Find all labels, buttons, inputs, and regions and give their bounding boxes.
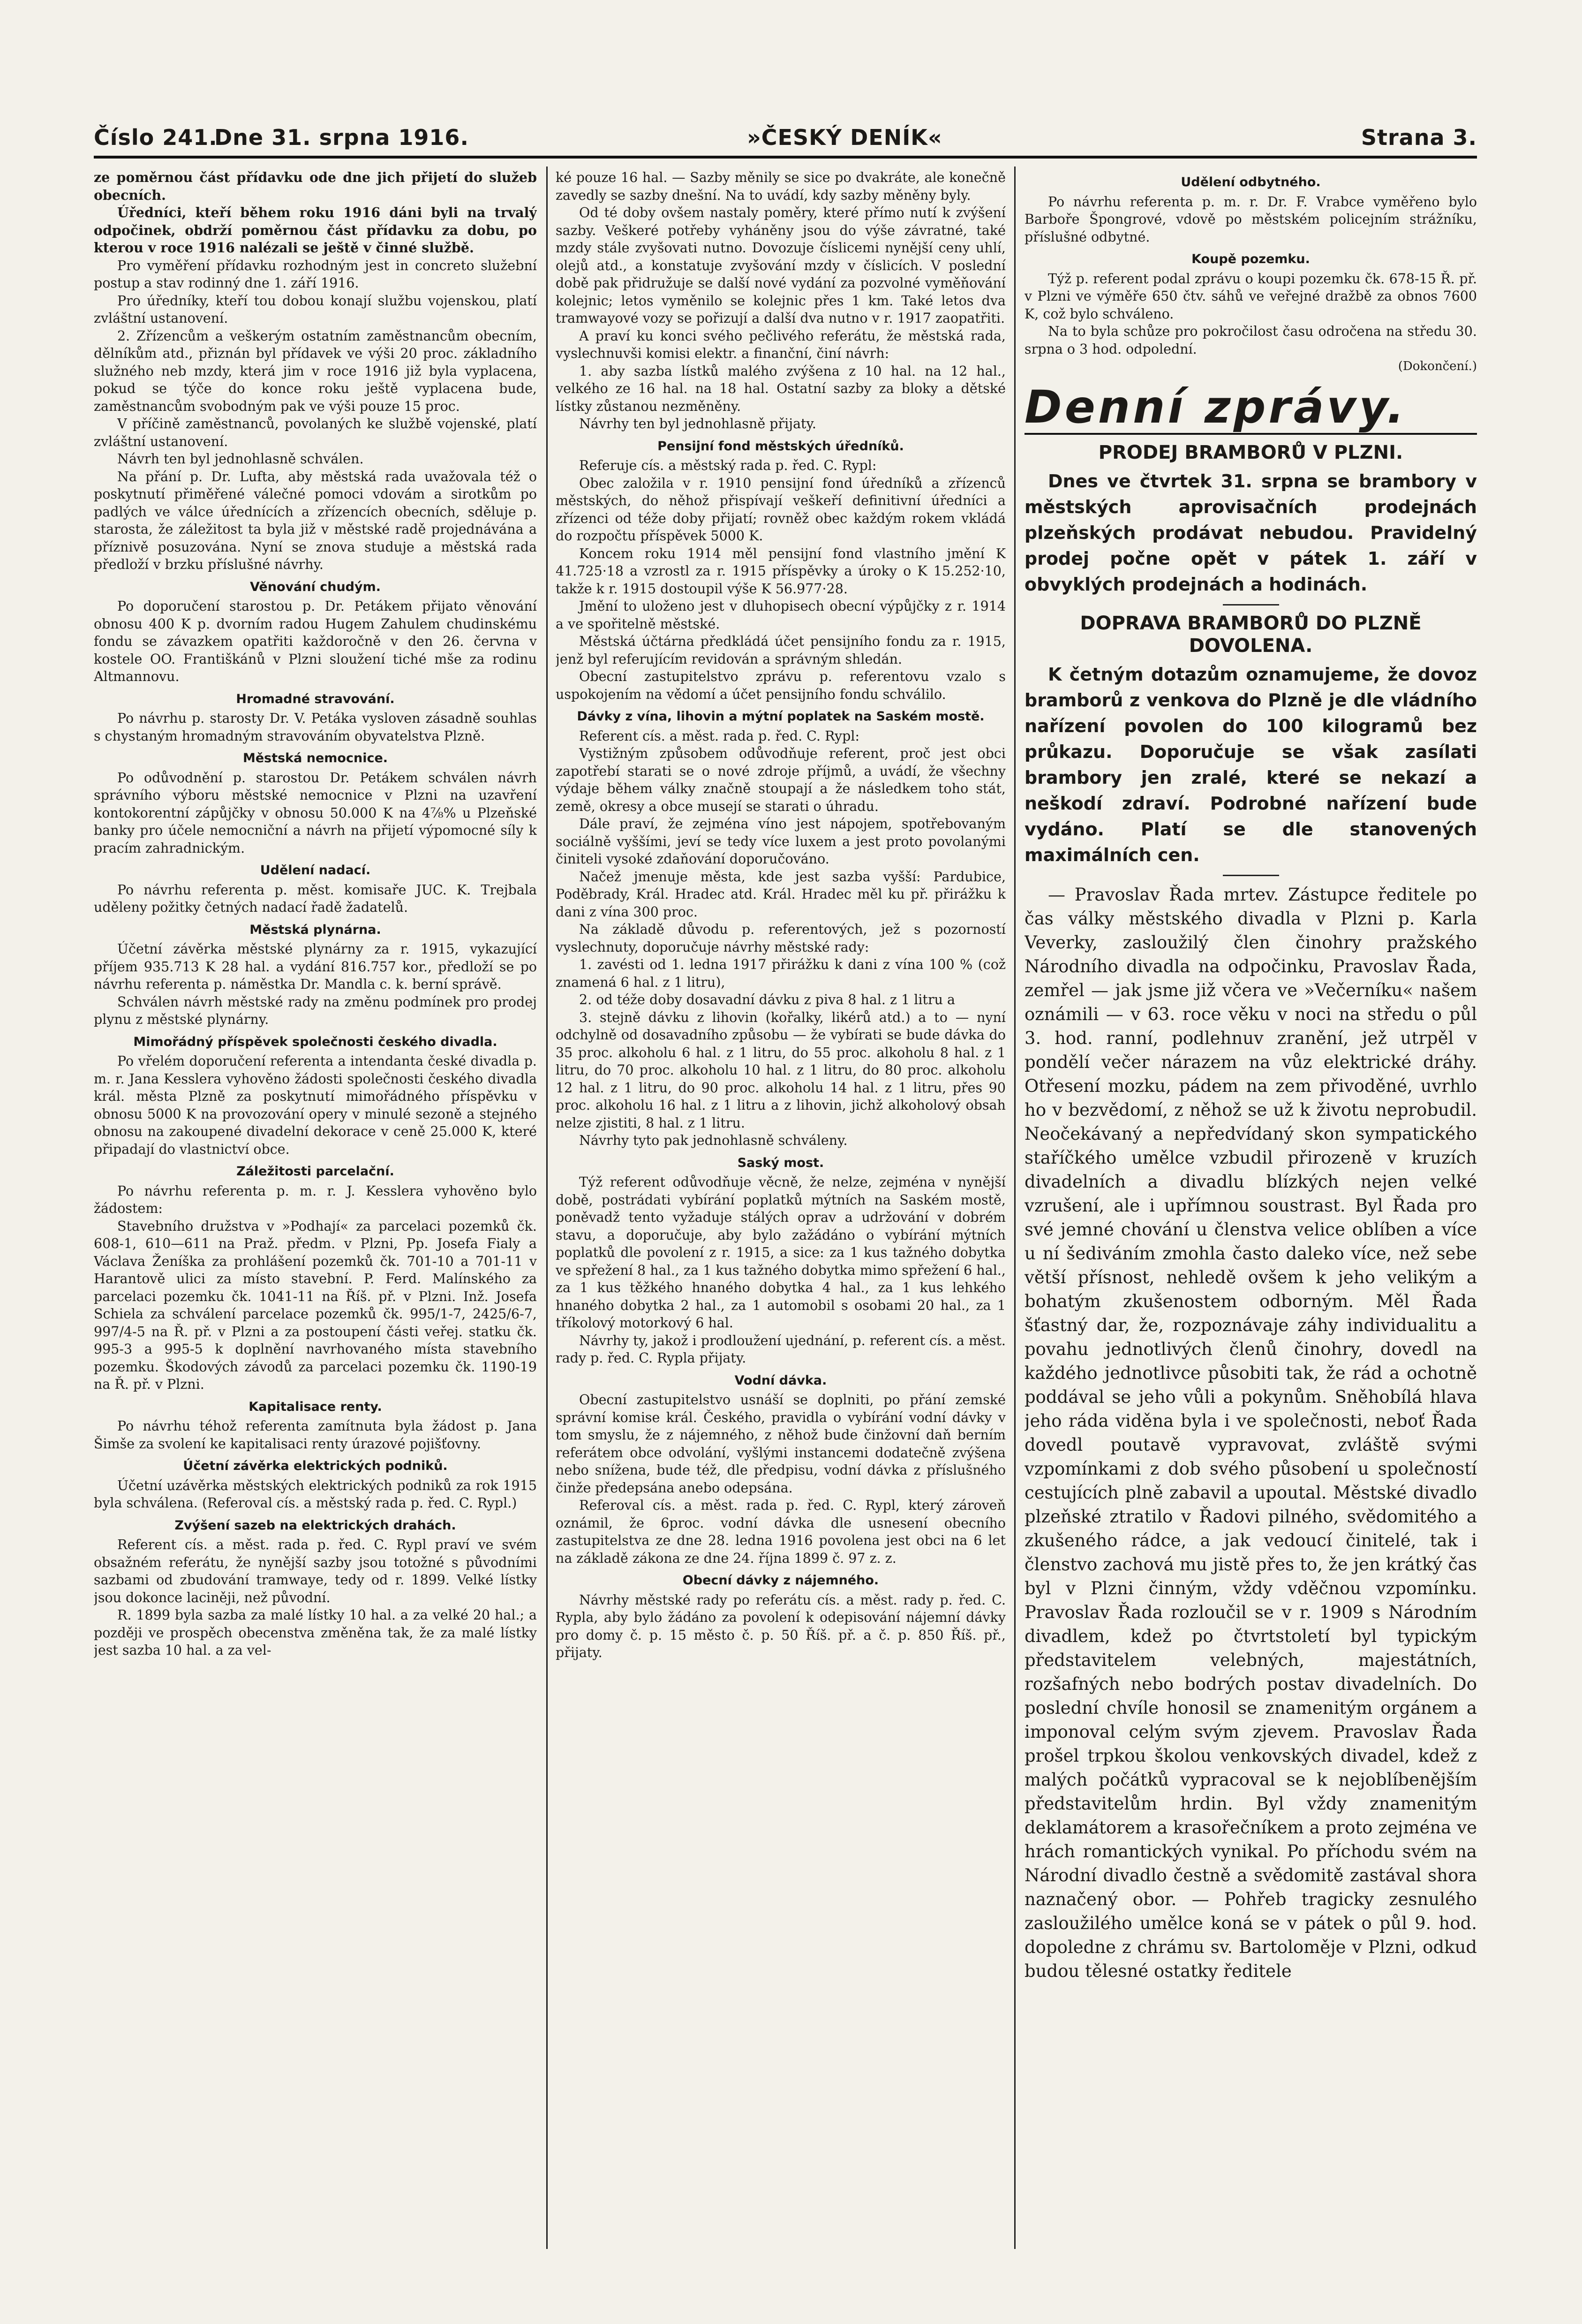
paragraph: Načež jmenuje města, kde jest sazba vyšší: Pardubice, Poděbrady, Král. Hradec atd. Král. Hradec měl ku př. přirážku k dani z vína 300 proc. [556,869,1006,920]
paragraph: A praví ku konci svého pečlivého referátu, že městská rada, vyslechnuvši komisi elektr. a finanční, činí návrh: [556,328,1006,361]
column-2 [556,169,1006,2247]
section-heading: Zvýšení sazeb na elektrických drahách. [174,1518,456,1533]
section-heading: Udělení odbytného. [1181,175,1321,189]
newspaper-page [94,113,1477,2251]
section-heading: Městská nemocnice. [242,751,388,765]
paragraph: Návrhy ty, jakož i prodloužení ujednání, p. referent cís. a měst. rady p. řed. C. Rypla přijaty. [556,1332,1006,1366]
news-headline: DOPRAVA BRAMBORŮ DO PLZNĚ DOVOLENA. [1080,612,1422,657]
paragraph: R. 1899 byla sazba za malé lístky 10 hal. a za velké 20 hal.; a později ve prospěch obecenstva změněna tak, že za malé lístky jest sazba 10 hal. a za vel- [94,1607,537,1658]
paragraph: Stavebního družstva v »Podhají« za parcelaci pozemků čk. 608-1, 610—611 na Praž. předm. v Plzni, Pp. Josefa Fialy a Václava Ženíška za prohlášení pozemků čk. 701-10 a 701-11 v Harantově ulici za místo stavební. P. Ferd. Malínského za parcelaci pozemku čk. 1041-11 na Říš. př. v Plzni. Inž. Josefa Schiela za schválení parcelace pozemků čk. 995/1-7, 2425/6-7, 997/4-5 na Ř. př. v Plzni a za postoupení části veřej. statku čk. 995-3 a 995-5 k doplnění navrhovaného místa stavebního pozemku. Škodových závodů za parcelaci pozemku čk. 1190-19 na Ř. př. v Plzni. [94,1218,537,1392]
issue-number: Číslo 241. [94,125,218,150]
section-heading: Mimořádný příspěvek společnosti českého divadla. [133,1034,497,1049]
paragraph: Po doporučení starostou p. Dr. Petákem přijato věnování obnosu 400 K p. dvorním radou Hugem Zahulem chudinskému fondu se závazkem opatřiti každoročně v den 26. června v kostele OO. Františkánů v Plzni sloužení tiché mše za rodinu Altmannovu. [94,598,537,684]
continued-note: (Dokončení.) [1398,359,1477,373]
paragraph: Úředníci, kteří během roku 1916 dáni byli na trvalý odpočinek, obdrží poměrnou část přídavku za dobu, po kterou v roce 1916 nalézali se ještě v činné službě. [94,204,537,256]
paragraph: Jmění to uloženo jest v dluhopisech obecní výpůjčky z r. 1914 a ve spořitelně městské. [556,598,1006,632]
paragraph: Referuje cís. a městský rada p. řed. C. Rypl: [579,458,877,473]
section-heading: Věnování chudým. [250,579,381,594]
paragraph: Dále praví, že zejména víno jest nápojem, spotřebovaným sociálně vyššími, jeví se tedy více luxem a jest proto povolanými činiteli vysoké zdaňování doporučováno. [556,816,1006,867]
paragraph: Schválen návrh městské rady na změnu podmínek pro prodej plynu z městské plynárny. [94,994,537,1027]
paragraph: Pro úředníky, kteří tou dobou konají službu vojenskou, platí zvláštní ustanovení. [94,293,537,326]
paragraph: Na přání p. Dr. Lufta, aby městská rada uvažovala též o poskytnutí přiměřené válečné pomoci vdovám a sirotkům po padlých ve válce úřednících a zřízencích obecních, sděluje p. starosta, že záležitost ta byla již v městské radě projednávána a příznivě posuzována. Nyní se znova studuje a městská rada předloží v brzku příslušné návrhy. [94,469,537,572]
section-heading: Hromadné stravování. [236,691,395,706]
paragraph: Obecní zastupitelstvo usnáší se doplniti, po přání zemské správní komise král. Českého, pravidla o vybírání vodní dávky v tom smyslu, že z nájemného, z něhož bude činžovní daň berním referátem obce odvolání, vyšlými instancemi dodatečně zvýšena nebo snížena, bude též, dle předpisu, vodní dávka z příslušného činže předepsána anebo odepsána. [556,1392,1006,1496]
paragraph: 2. Zřízencům a veškerým ostatním zaměstnancům obecním, dělníkům atd., přiznán byl přídavek ve výši 20 proc. základního služného neb mzdy, která jim v roce 1916 již byla vyplacena, pokud se týče do konce roku ještě vyplacena bude, zaměstnancům svobodným pak ve výši pouze 15 proc. [94,328,537,414]
paragraph: Na základě důvodu p. referentových, jež s pozorností vyslechnuty, doporučuje návrhy městské rady: [556,922,1006,955]
paragraph: Návrhy tyto pak jednohlasně schváleny. [579,1133,848,1148]
paragraph: Návrh ten byl jednohlasně schválen. [117,451,364,467]
paragraph: Koncem roku 1914 měl pensijní fond vlastního jmění K 41.725·18 a vzrostl za r. 1915 příspěvky a úroky o K 15.252·10, takže k r. 1915 dostoupil výše K 56.977·28. [556,545,1006,597]
paragraph: Referent cís. a měst. rada p. řed. C. Rypl praví ve svém obsažném referátu, že nynější sazby jsou totožné s původními sazbami od zbudování tramwaye, tedy od r. 1899. Velké lístky jsou dokonce laciněji, než původní. [94,1537,537,1605]
paragraph: Po odůvodnění p. starostou Dr. Petákem schválen návrh správního výboru městské nemocnice v Plzni na uzavření kontokorentní zápůjčky v obnosu 50.000 K na 4⅞% u Plzeňské banky pro účele nemocniční a návrh na přijetí výpomocné síly k pracím zahradnickým. [94,770,537,856]
paragraph: Týž p. referent podal zprávu o koupi pozemku čk. 678-15 Ř. př. v Plzni ve výměře 650 čtv. sáhů ve veřejné dražbě za obnos 7600 K, což bylo schváleno. [1025,271,1477,322]
paragraph: Účetní uzávěrka městských elektrických podniků za rok 1915 byla schválena. (Referoval cís. a městský rada p. řed. C. Rypl.) [94,1477,537,1511]
paragraph: 1. zavésti od 1. ledna 1917 přirážku k dani z vína 100 % (což znamená 6 hal. z 1 litru), [556,957,1006,990]
section-heading: Záležitosti parcelační. [236,1164,394,1179]
column-divider [546,167,548,2249]
paragraph: Na to byla schůze pro pokročilost času odročena na středu 30. srpna o 3 hod. odpolední. [1025,324,1477,357]
issue-date: Dne 31. srpna 1916. [214,125,469,150]
section-heading: Městská plynárna. [249,922,381,937]
paragraph: Referoval cís. a měst. rada p. řed. C. Rypl, který zároveň oznámil, že 6proc. vodní dávka dle usnesení obecního zastupitelstva ze dne 28. ledna 1916 povolena jest obci na 6 let na základě zákona ze dne 24. října 1899 č. 97 z. z. [556,1498,1006,1566]
paragraph: Návrhy ten byl jednohlasně přijaty. [579,416,816,431]
paragraph: Vystižným způsobem odůvodňuje referent, proč jest obci zapotřebí starati se o nové zdroje příjmů, a uvádí, že všechny výdaje během války značně stoupají a že následkem toho stát, země, okresy a obce musejí se starati o úhradu. [556,746,1006,814]
section-heading: Obecní dávky z nájemného. [682,1573,879,1588]
header-rule [94,156,1477,159]
news-headline: PRODEJ BRAMBORŮ V PLZNI. [1098,441,1403,463]
paragraph: 1. aby sazba lístků malého zvýšena z 10 hal. na 12 hal., velkého ze 16 hal. na 18 hal. Ostatní sazby za bloky a dětské lístky zůstanou nezměněny. [556,363,1006,414]
section-heading: Saský most. [737,1155,824,1170]
paragraph: Pro vyměření přídavku rozhodným jest in concreto služební postup a stav rodinný dne 1. září 1916. [94,257,537,291]
paragraph: Po návrhu referenta p. m. r. J. Kesslera vyhověno bylo žádostem: [94,1183,537,1216]
paragraph: Po návrhu téhož referenta zamítnuta byla žádost p. Jana Šimše za svolení ke kapitalisaci renty úrazové pojišťovny. [94,1418,537,1452]
divider [1223,875,1279,876]
section-heading: Udělení nadací. [260,863,371,878]
section-heading: Koupě pozemku. [1191,252,1310,266]
paragraph: Po návrhu referenta p. m. r. Dr. F. Vrabce vyměřeno bylo Barboře Špongrové, vdově po městském policejním strážníku, příslušné odbytné. [1025,194,1477,245]
news-paragraph: — Pravoslav Řada mrtev. Zástupce ředitele po čas války městského divadla v Plzni p. Karla Veverky, zasloužilý člen činohry pražského Národního divadla na odpočinku, Pravoslav Řada, zemřel — jak jsme již včera ve »Večerníku« našem oznámili — v 63. roce věku v noci na středu o půl 3. hod. ranní, podlehnuv zranění, jež utrpěl v pondělí večer nárazem na vůz elektrické dráhy. Otřesení mozku, pádem na zem přivoděné, uvrhlo ho v bezvědomí, z něhož se už k životu neprobudil. Neočekávaný a nepředvídaný skon sympatického staříčkého umělce vzbudil přirozeně v kruzích divadelních a divadlu blízkých nejen velké vzrušení, ale i upřímnou soustrast. Byl Řada pro své jemné chování u členstva velice oblíben a více u ní šediváním zmohla často daleko více, než sebe větší přísnost, nehledě ovšem k jeho velikým a bohatým zkušenostem odborným. Měl Řada šťastný dar, že, rozpoznávaje záhy individualitu a povahu jednotlivých členů činohry, dovedl na každého jednotlivce působiti tak, že rád a ochotně poddával se jeho vůli a pokynům. Sněhobílá hlava jeho ráda viděna byla i ve společnosti, neboť Řada dovedl poutavě vypravovat, zvláště svými vzpomínkami z dob svého působení u společností cestujících plně zabavil a upoutal. Městské divadlo plzeňské ztratilo v Řadovi pilného, svědomitého a zkušeného rádce, a jak vedoucí činitelé, tak i členstvo zachová mu jistě přes to, že jen krátký čas byl v Plzni činným, vždy vděčnou vzpomínku. Pravoslav Řada rozloučil se v r. 1909 s Národním divadlem, kdež po čtvrtstoletí byl typickým představitelem velebných, majestátních, rozšafných nebo bodrých postav divadelních. Do poslední chvíle honosil se znamenitým orgánem a imponoval celým svým zjevem. Pravoslav Řada prošel trpkou školou venkovských divadel, kdež z malých počátků vypracoval se k nejoblíbenějším představitelům hrdin. Byl vždy znamenitým deklamátorem a krasořečníkem a proto zejména ve hrách romantických vynikal. Po příchodu svém na Národní divadlo čestně a svědomitě zastával shora naznačený obor. — Pohřeb tragicky zesnulého zasloužilého umělce koná se v pátek o půl 9. hod. dopoledne z chrámu sv. Bartoloměje v Plzni, odkud budou tělesné ostatky ředitele [1025,884,1477,1981]
column-divider [1014,167,1016,2249]
section-title: Denní zprávy. [1025,381,1477,435]
paragraph: Městská účtárna předkládá účet pensijního fondu za r. 1915, jenž byl referujícím revidován a správným shledán. [556,634,1006,667]
paragraph: 3. stejně dávku z lihovin (kořalky, likérů atd.) a to — nyní odchylně od dosavadního způsobu — že vybírati se bude dávka do 35 proc. alkoholu 6 hal. z 1 litru, do 55 proc. alkoholu 8 hal. z 1 litru, do 70 proc. alkoholu 10 hal. z 1 litru, do 80 proc. alkoholu 12 hal. z 1 litru, do 90 proc. alkoholu 14 hal. z 1 litru, přes 90 proc. alkoholu 16 hal. z 1 litru a z lihovin, jichž alkoholový obsah nelze zjistiti, 8 hal. z 1 litru. [556,1009,1006,1131]
column-3 [1025,169,1477,2247]
section-heading: Účetní závěrka elektrických podniků. [183,1459,448,1473]
page-number: Strana 3. [1361,125,1477,150]
paragraph: ké pouze 16 hal. — Sazby měnily se sice po dvakráte, ale konečně zavedly se sazby dnešní. Na to uvádí, kdy sazby měněny byly. [556,170,1006,203]
paragraph: Referent cís. a měst. rada p. řed. C. Rypl: [579,728,860,744]
paragraph: Po návrhu referenta p. měst. komisaře JUC. K. Trejbala uděleny požitky četných nadací řadě žadatelů. [94,882,537,915]
paragraph: Účetní závěrka městské plynárny za r. 1915, vykazující příjem 935.713 K 28 hal. a vydání 816.757 kor., předloží se po návrhu referenta p. náměstka Dr. Mandla c. k. berní správě. [94,941,537,992]
paragraph: Po návrhu p. starosty Dr. V. Petáka vysloven zásadně souhlas s chystaným hromadným stravováním obyvatelstva Plzně. [94,711,537,744]
paragraph: Obecní zastupitelstvo zprávu p. referentovu vzalo s uspokojením na vědomí a účet pensijního fondu schválilo. [556,669,1006,702]
paragraph: Po vřelém doporučení referenta a intendanta české divadla p. m. r. Jana Kesslera vyhověno žádosti společnosti českého divadla král. města Plzně za poskytnutí mimořádného příspěvku v obnosu 5000 K na provozování opery v minulé sezoně a stejného obnosu na zakoupené divadelní dekorace v ceně 25.000 K, které připadají do vlastnictví obce. [94,1053,537,1157]
paragraph: ze poměrnou část přídavku ode dne jich přijetí do služeb obecních. [94,169,537,203]
paragraph: V příčině zaměstnanců, povolaných ke službě vojenské, platí zvláštní ustanovení. [94,416,537,449]
section-heading: Pensijní fond městských úředníků. [657,439,904,454]
paragraph: Od té doby ovšem nastaly poměry, které přímo nutí k zvýšení sazby. Veškeré potřeby vyháněny jsou do výše závratné, také mzdy stále zvyšovati nutno. Dovozuje číslicemi nynější ceny uhlí, olejů atd., a konstatuje zvyšování mzdy v číslicích. V poslední době pak přidružuje se další nové vydání za pozvolné vyměňování kolejnic; letos vyměnilo se kolejnic přes 1 km. Také letos dva tramwayové vozy se pořizují a další dva nutno v r. 1917 zaopatřiti. [556,205,1006,326]
paragraph: Obec založila v r. 1910 pensijní fond úředníků a zřízenců městských, do něhož přispívají veškeří definitivní úředníci a zřízenci od téže doby přijatí; rovněž obec každým rokem vkládá do rozpočtu příspěvek 5000 K. [556,475,1006,544]
section-heading: Vodní dávka. [734,1373,827,1388]
paragraph: 2. od téže doby dosavadní dávku z piva 8 hal. z 1 litru a [579,992,956,1007]
section-heading: Kapitalisace renty. [249,1399,382,1414]
section-heading: Dávky z vína, lihovin a mýtní poplatek na Saském mostě. [577,709,985,724]
masthead: »ČESKÝ DENÍK« [747,125,942,150]
news-paragraph: Dnes ve čtvrtek 31. srpna se brambory v městských aprovisačních prodejnách plzeňských prodávat nebudou. Pravidelný prodej počne opět v pátek 1. září v obvyklých prodejnách a hodinách. [1025,470,1477,595]
page-header [94,113,1477,150]
news-paragraph: K četným dotazům oznamujeme, že dovoz bramborů z venkova do Plzně je dle vládního nařízení povolen do 100 kilogramů bez průkazu. Doporučuje se však zasílati brambory jen zralé, které se nekazí a neškodí zdraví. Podrobné nařízení bude vydáno. Platí se dle stanovených maximálních cen. [1025,664,1477,865]
paragraph: Týž referent odůvodňuje věcně, že nelze, zejména v nynější době, postrádati vybírání poplatků mýtních na Saském mostě, poněvadž tento vyžaduje stálých oprav a udržování v dobrém stavu, a doporučuje, aby bylo zažádáno o vybírání mýtních poplatků dle povolení z r. 1915, a sice: za 1 kus tažného dobytka ve spřežení 8 hal., za 1 kus tažného dobytka mimo spřežení 6 hal., za 1 kus těžkého hnaného dobytka 4 hal., za 1 kus lehkého hnaného dobytka 2 hal., za 1 automobil s osobami 20 hal., za 1 tříkolový motorkový 6 hal. [556,1174,1006,1331]
paragraph: Návrhy městské rady po referátu cís. a měst. rady p. řed. C. Rypla, aby bylo žádáno za povolení k odepisování nájemní dávky pro domy č. p. 15 město č. p. 50 Říš. př. a č. p. 850 Říš. př., přijaty. [556,1592,1006,1660]
column-1 [94,169,537,2247]
divider [1223,604,1279,606]
